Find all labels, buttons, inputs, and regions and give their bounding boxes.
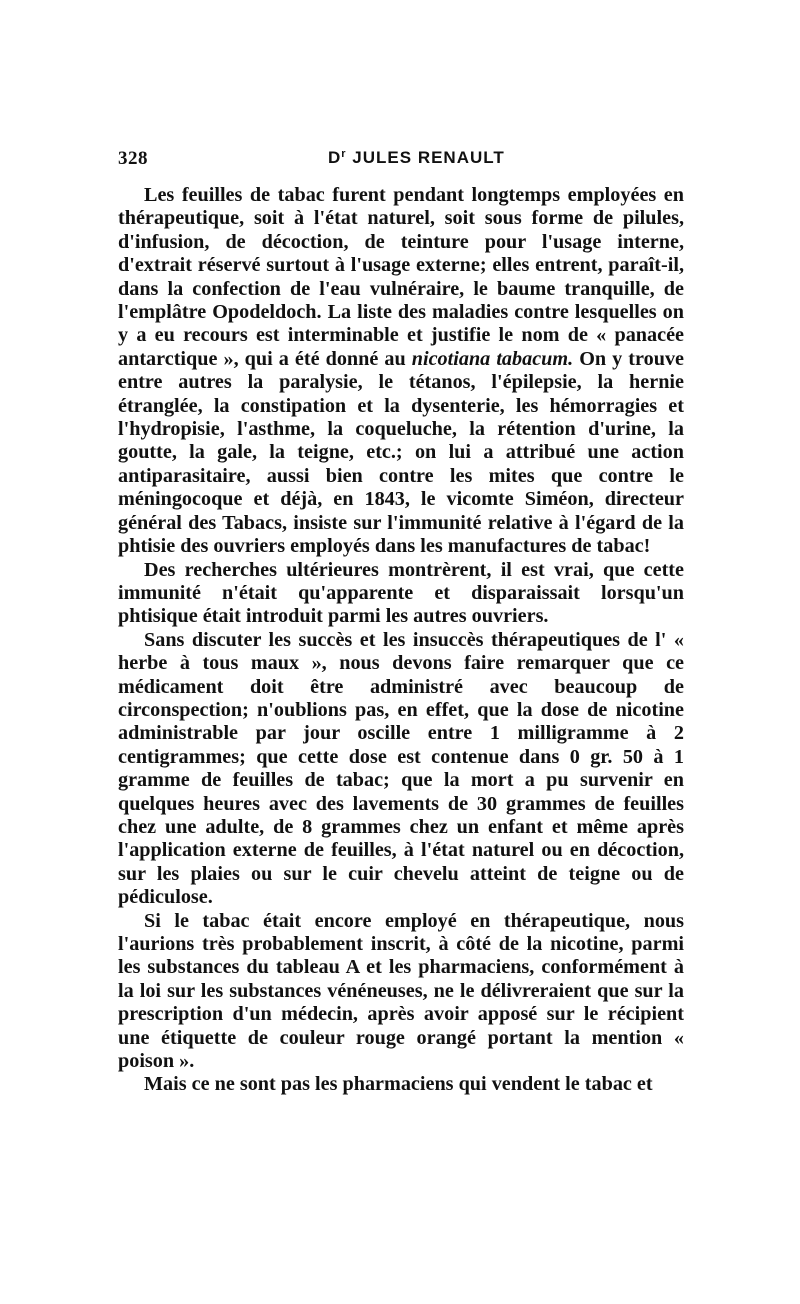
paragraph-5: Mais ce ne sont pas les pharmaciens qui vendent le tabac et	[144, 1073, 653, 1096]
paragraph-1-latin-name: nicotiana tabacum.	[411, 347, 574, 370]
page-number: 328	[118, 148, 148, 169]
paragraph-1-text-a: Les feuilles de tabac furent pendant longtemps employées en thérapeutique, soit à l'état naturel, soit sous forme de pilules, d'infusion, de décoction, de teinture pour l'usage interne, d'extrait réservé surtout à l'usage externe; elles entrent, paraît-il, dans la confection de l'eau vulnéraire, le baume tranquille, de l'emplâtre Opodeldoch. La liste des maladies contre lesquelles on y a eu recours est interminable et justifie le nom de « panacée antarctique », qui a été donné au	[118, 184, 684, 370]
author-name: JULES RENAULT	[352, 148, 505, 167]
author-prefix-sup: r	[341, 148, 347, 160]
paragraph-1	[118, 184, 684, 559]
paragraph-2: Des recherches ultérieures montrèrent, il est vrai, que cette immunité n'était qu'apparente et disparaissait lorsqu'un phtisique était introduit parmi les autres ouvriers.	[118, 558, 684, 628]
paragraph-3: Sans discuter les succès et les insuccès thérapeutiques de l' « herbe à tous maux », nous devons faire remarquer que ce médicament doit être administré avec beaucoup de circonspection; n'oublions pas, en effet, que la dose de nicotine administrable par jour oscille entre 1 milligramme à 2 centigrammes; que cette dose est contenue dans 0 gr. 50 à 1 gramme de feuilles de tabac; que la mort a pu survenir en quelques heures avec des lavements de 30 grammes de feuilles chez une adulte, de 8 grammes chez un enfant et même après l'application externe de feuilles, à l'état naturel ou en décoction, sur les plaies ou sur le cuir chevelu atteint de teigne ou de pédiculose.	[118, 628, 684, 909]
page-header	[118, 148, 688, 172]
body-text	[118, 184, 684, 1097]
paragraph-1-text-b: On y trouve entre autres la paralysie, le tétanos, l'épilepsie, la hernie étranglée, la constipation et la dysenterie, les hémorragies et l'hydropisie, l'asthme, la coqueluche, la rétention d'urine, la goutte, la gale, la teigne, etc.; on lui a attribué une action antiparasitaire, aussi bien contre les mites que contre le méningocoque et déjà, en 1843, le vicomte Siméon, directeur général des Tabacs, insiste sur l'immunité relative à l'égard de la phtisie des ouvriers employés dans les manufactures de tabac!	[118, 347, 685, 558]
paragraph-4: Si le tabac était encore employé en thérapeutique, nous l'aurions très probablement inscrit, à côté de la nicotine, parmi les substances du tableau A et les pharmaciens, conformément à la loi sur les substances vénéneuses, ne le délivreraient que sur la prescription d'un médecin, après avoir apposé sur le récipient une étiquette de couleur rouge orangé portant la mention « poison ».	[118, 909, 684, 1073]
author-prefix: D	[328, 148, 342, 167]
running-head	[328, 148, 505, 168]
